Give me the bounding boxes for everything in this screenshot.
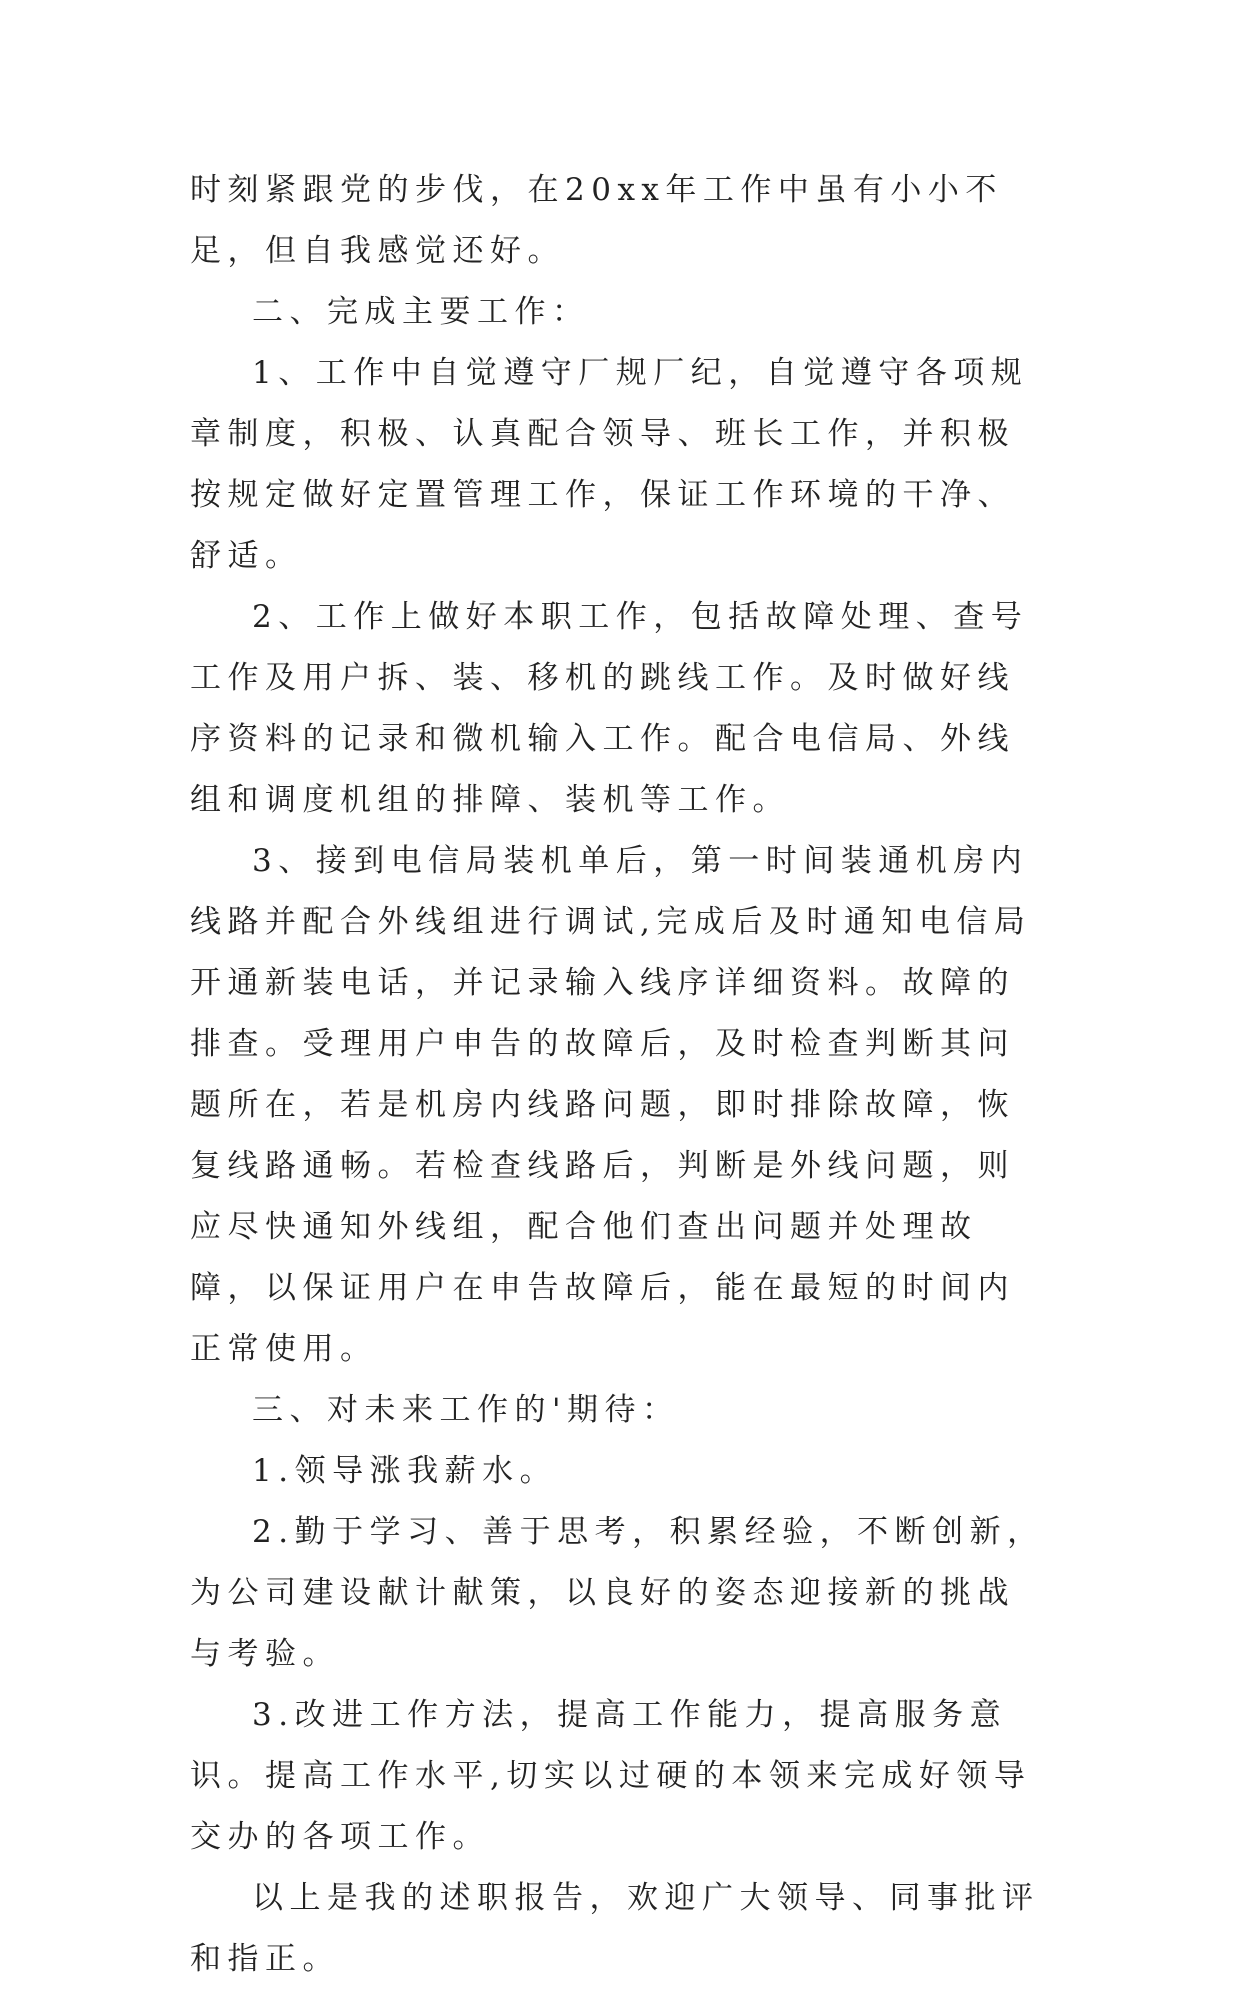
paragraph-future-item-3: 3.改进工作方法，提高工作能力，提高服务意识。提高工作水平,切实以过硬的本领来完成好领导交办的各项工作。 (190, 1697, 1032, 1855)
paragraph-work-item-2: 2、工作上做好本职工作，包括故障处理、查号工作及用户拆、装、移机的跳线工作。及时做好线序资料的记录和微机输入工作。配合电信局、外线组和调度机组的排障、装机等工作。 (190, 599, 1029, 818)
paragraph-future-item-2: 2.勤于学习、善于思考，积累经验，不断创新，为公司建设献计献策，以良好的姿态迎接新的挑战与考验。 (190, 1514, 1045, 1672)
paragraph-work-item-1: 1、工作中自觉遵守厂规厂纪，自觉遵守各项规章制度，积极、认真配合领导、班长工作，并积极按规定做好定置管理工作，保证工作环境的干净、舒适。 (190, 355, 1029, 574)
document-body (190, 160, 1050, 1990)
paragraph-work-item-3: 3、接到电信局装机单后，第一时间装通机房内线路并配合外线组进行调试,完成后及时通知电信局开通新装电话，并记录输入线序详细资料。故障的排查。受理用户申告的故障后，及时检查判断其问题所在，若是机房内线路问题，即时排除故障，恢复线路通畅。若检查线路后，判断是外线问题，则应尽快通知外线组，配合他们查出问题并处理故障，以保证用户在申告故障后，能在最短的时间内正常使用。 (190, 843, 1032, 1367)
section-heading-main-work: 二、完成主要工作： (252, 294, 590, 330)
paragraph-future-item-1: 1.领导涨我薪水。 (252, 1453, 558, 1489)
section-heading-future: 三、对未来工作的'期待： (252, 1392, 680, 1428)
closing-paragraph: 以上是我的述职报告，欢迎广大领导、同事批评和指正。 (190, 1880, 1040, 1977)
paragraph-continuation: 时刻紧跟党的步伐，在20xx年工作中虽有小小不足，但自我感觉还好。 (190, 172, 1003, 269)
